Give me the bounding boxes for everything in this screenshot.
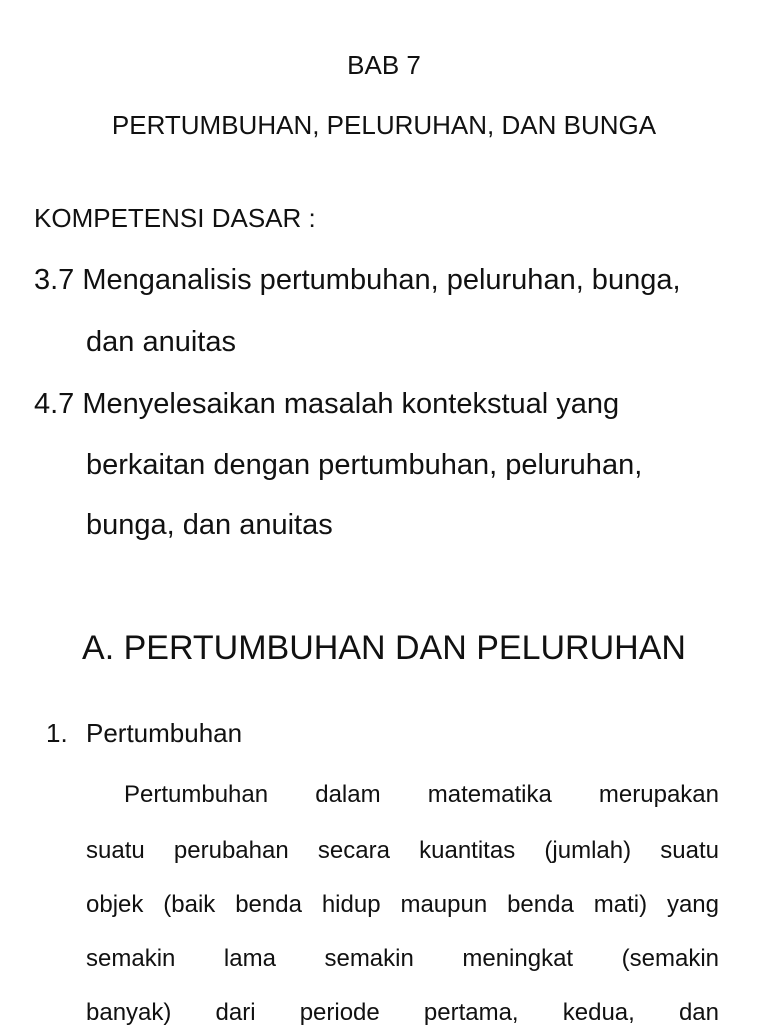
- subsection-number: 1.: [46, 718, 68, 748]
- paragraph-line-4: semakin lama semakin meningkat (semakin: [86, 945, 719, 972]
- paragraph-line-3: objek (baik benda hidup maupun benda mati) yang: [86, 891, 719, 918]
- chapter-title: PERTUMBUHAN, PELURUHAN, DAN BUNGA: [111, 110, 657, 140]
- subsection-title: Pertumbuhan: [86, 718, 243, 748]
- paragraph-line-2: suatu perubahan secara kuantitas (jumlah) suatu: [86, 837, 719, 864]
- chapter-number: BAB 7: [347, 50, 421, 80]
- competency-3-7-line2: dan anuitas: [86, 326, 236, 358]
- paragraph-line-5: banyak) dari periode pertama, kedua, dan: [86, 999, 719, 1026]
- section-title: A. PERTUMBUHAN DAN PELURUHAN: [82, 629, 686, 667]
- competency-4-7-line1: 4.7 Menyelesaikan masalah kontekstual yang: [34, 388, 620, 420]
- paragraph-line-1: Pertumbuhan dalam matematika merupakan: [124, 781, 719, 808]
- competency-4-7-line2: berkaitan dengan pertumbuhan, peluruhan,: [86, 449, 643, 481]
- competency-4-7-line3: bunga, dan anuitas: [86, 509, 333, 541]
- competency-heading: KOMPETENSI DASAR :: [34, 203, 316, 233]
- competency-3-7-line1: 3.7 Menganalisis pertumbuhan, peluruhan, bunga,: [34, 264, 681, 296]
